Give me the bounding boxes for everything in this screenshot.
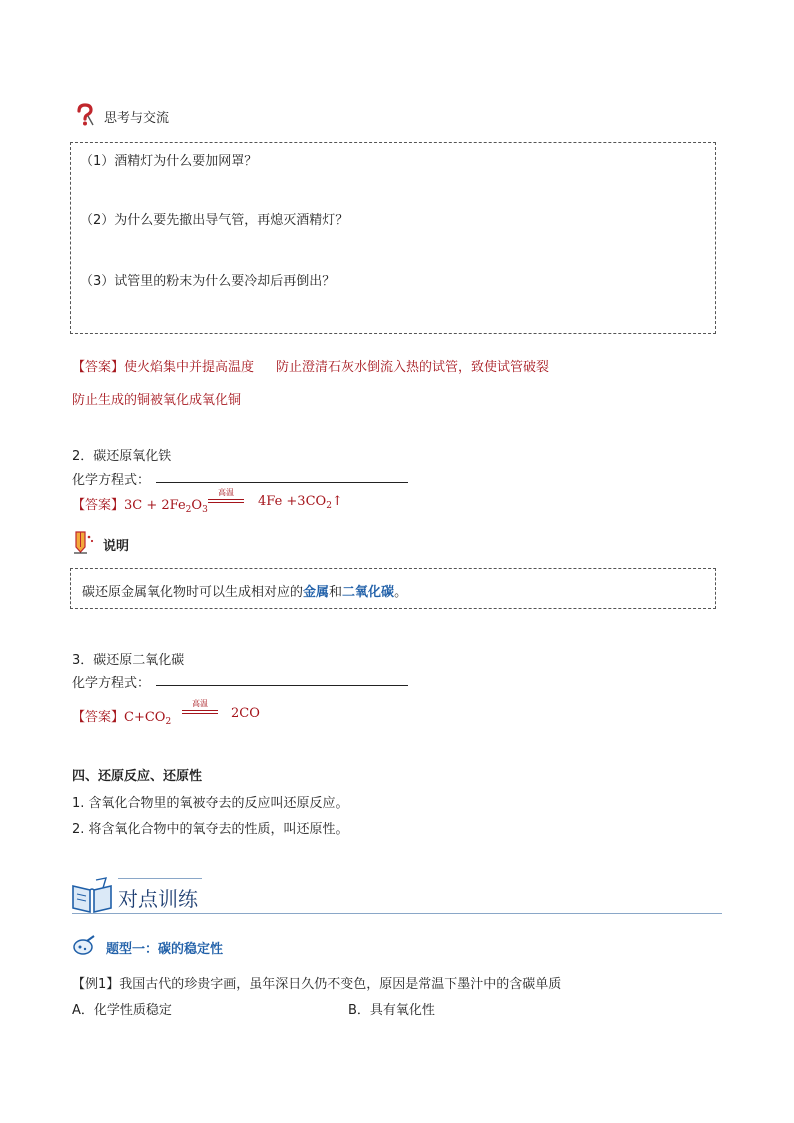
type-title: 题型一：碳的稳定性 xyxy=(106,942,224,957)
think-question-2: （2）为什么要先撤出导气管，再熄灭酒精灯？ xyxy=(80,213,349,228)
answer-tag: 【答案】 xyxy=(72,498,125,513)
answer-tag: 【答案】 xyxy=(72,360,125,375)
section-2-products: $4Fe +3CO_2↑$ xyxy=(258,494,343,511)
option-b[interactable]: B．具有氧化性 xyxy=(348,1003,435,1018)
think-title: 思考与交流 xyxy=(104,111,170,126)
section-3-reactants: $C+CO_2$ xyxy=(124,710,172,727)
question-icon xyxy=(74,103,96,127)
training-divider xyxy=(72,913,722,914)
think-box xyxy=(70,142,716,334)
training-title: 对点训练 xyxy=(118,887,198,911)
think-question-3: （3）试管里的粉末为什么要冷却后再倒出？ xyxy=(80,274,336,289)
section-2-reactants: $3C + 2Fe_2O_3$ xyxy=(124,498,208,515)
pen-icon xyxy=(72,528,96,554)
section-3-condition: 高温 xyxy=(182,699,218,714)
section-3-equation-label: 化学方程式： xyxy=(72,676,151,691)
section-2-condition: 高温 xyxy=(208,488,244,503)
section-3-products: 2CO xyxy=(231,706,260,721)
answer-1-line-2: 防止生成的铜被氧化成氧化铜 xyxy=(72,393,242,408)
example-question: 【例1】我国古代的珍贵字画，虽年深日久仍不变色，原因是常温下墨汁中的含碳单质 xyxy=(72,977,562,992)
think-question-1: （1）酒精灯为什么要加网罩？ xyxy=(80,154,258,169)
note-text: 碳还原金属氧化物时可以生成相对应的金属和二氧化碳。 xyxy=(82,585,408,600)
section-2-equation-label: 化学方程式： xyxy=(72,473,151,488)
answer-1-part-a: 使火焰集中并提高温度 xyxy=(124,360,255,375)
note-title: 说明 xyxy=(103,539,130,554)
section-3-answer-blank xyxy=(156,685,408,686)
option-a[interactable]: A．化学性质稳定 xyxy=(72,1003,172,1018)
section-2-heading: 2．碳还原氧化铁 xyxy=(72,449,172,464)
section-4-item-1: 1. 含氧化合物里的氧被夺去的反应叫还原反应。 xyxy=(72,796,349,811)
flask-icon xyxy=(72,934,98,956)
highlight-metal: 金属 xyxy=(303,585,330,600)
section-2-answer xyxy=(72,494,208,515)
training-divider-top xyxy=(118,878,202,879)
section-3-answer xyxy=(72,706,171,727)
answer-1-part-b: 防止澄清石灰水倒流入热的试管，致使试管破裂 xyxy=(276,360,550,375)
section-3-heading: 3．碳还原二氧化碳 xyxy=(72,653,185,668)
answer-1-line-1 xyxy=(72,356,549,375)
section-4-item-2: 2. 将含氧化合物中的氧夺去的性质，叫还原性。 xyxy=(72,822,349,837)
answer-tag: 【答案】 xyxy=(72,710,125,725)
section-4-heading: 四、还原反应、还原性 xyxy=(72,769,203,784)
highlight-co2: 二氧化碳 xyxy=(342,585,395,600)
section-2-answer-blank xyxy=(156,482,408,483)
book-icon xyxy=(70,876,114,914)
